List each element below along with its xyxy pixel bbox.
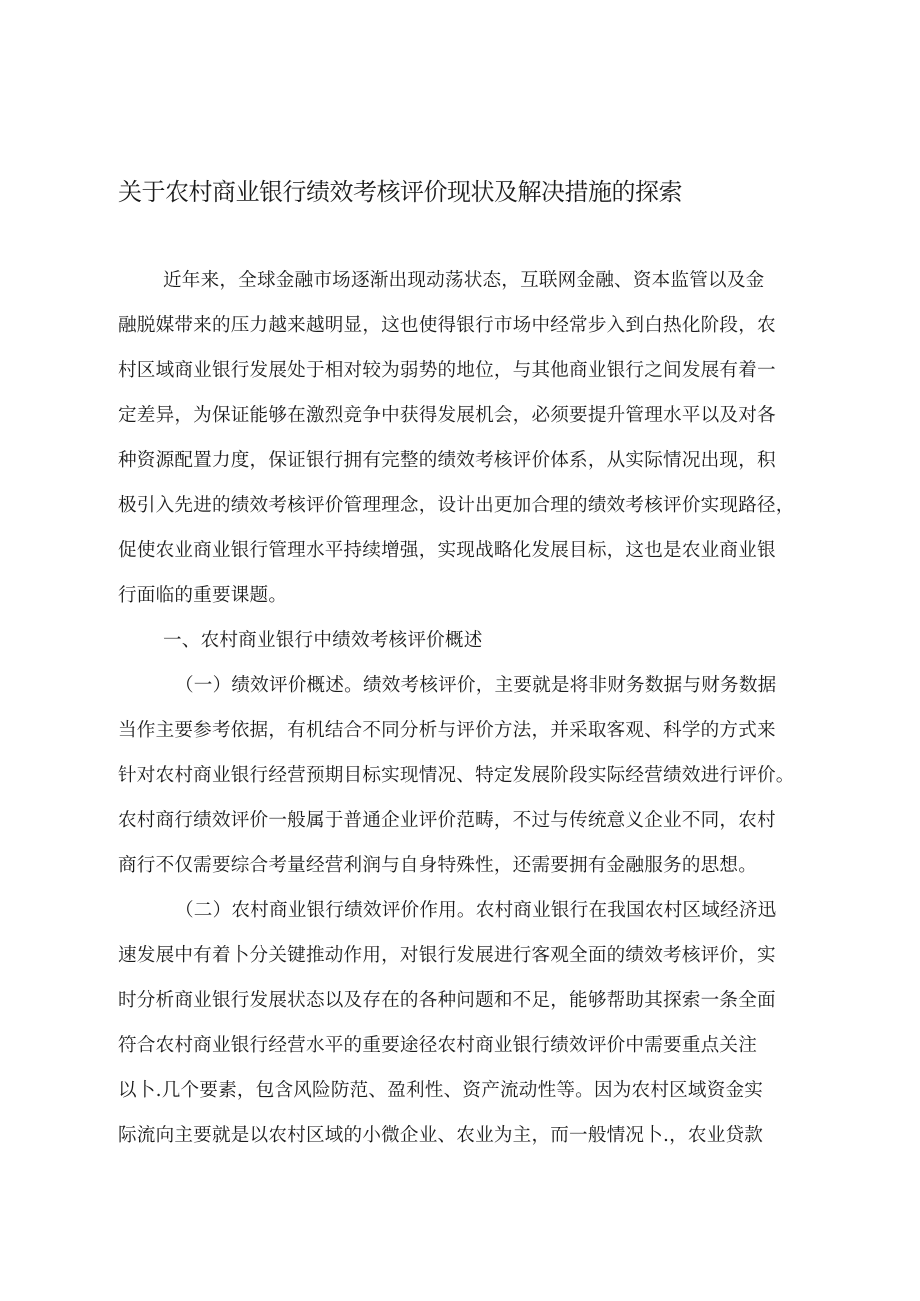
paragraph-1-line-8: 行面临的重要课题。 [118,585,288,606]
paragraph-2-line-4: 农村商行绩效评价一般属于普通企业评价范畴，不过与传统意义企业不同，农村 [118,810,776,831]
section-heading-1: 一、农村商业银行中绩效考核评价概述 [163,630,483,651]
paragraph-1-line-3: 村区域商业银行发展处于相对较为弱势的地位，与其他商业银行之间发展有着一 [118,360,776,381]
paragraph-3-line-1: （二）农村商业银行绩效评价作用。农村商业银行在我国农村区域经济迅 [175,900,777,921]
document-title: 关于农村商业银行绩效考核评价现状及解决措施的探索 [118,178,682,206]
paragraph-3-line-5: 以卜.几个要素，包含风险防范、盈利性、资产流动性等。因为农村区域资金实 [118,1080,764,1101]
paragraph-3-line-4: 符合农村商业银行经营水平的重要途径农村商业银行绩效评价中需要重点关注 [118,1035,757,1056]
paragraph-3-line-6: 际流向主要就是以农村区域的小微企业、农业为主，而一般情况卜.，农业贷款 [118,1125,764,1146]
paragraph-1-line-1: 近年来，全球金融市场逐渐出现动荡状态，互联网金融、资本监管以及金 [163,270,765,291]
paragraph-1-line-6: 极引入先进的绩效考核评价管理理念，设计出更加合理的绩效考核评价实现路径， [118,495,795,516]
paragraph-1-line-2: 融脱媒带来的压力越来越明显，这也使得银行市场中经常步入到白热化阶段，农 [118,315,776,336]
paragraph-3-line-2: 速发展中有着卜分关键推动作用，对银行发展进行客观全面的绩效考核评价，实 [118,945,776,966]
paragraph-1-line-7: 促使农业商业银行管理水平持续增强，实现战略化发展目标，这也是农业商业银 [118,540,776,561]
paragraph-1-line-5: 种资源配置力度，保证银行拥有完整的绩效考核评价体系，从实际情况出现，积 [118,450,776,471]
paragraph-1-line-4: 定差异，为保证能够在激烈竞争中获得发展机会，必须要提升管理水平以及对各 [118,405,776,426]
paragraph-2-line-1: （一）绩效评价概述。绩效考核评价，主要就是将非财务数据与财务数据 [175,675,777,696]
paragraph-2-line-2: 当作主要参考依据，有机结合不同分析与评价方法，并采取客观、科学的方式来 [118,720,776,741]
paragraph-3-line-3: 时分析商业银行发展状态以及存在的各种问题和不足，能够帮助其探索一条全面 [118,990,776,1011]
paragraph-2-line-5: 商行不仅需要综合考量经营利润与自身特殊性，还需要拥有金融服务的思想。 [118,855,757,876]
paragraph-2-line-3: 针对农村商业银行经营预期目标实现情况、特定发展阶段实际经营绩效进行评价。 [118,765,795,786]
